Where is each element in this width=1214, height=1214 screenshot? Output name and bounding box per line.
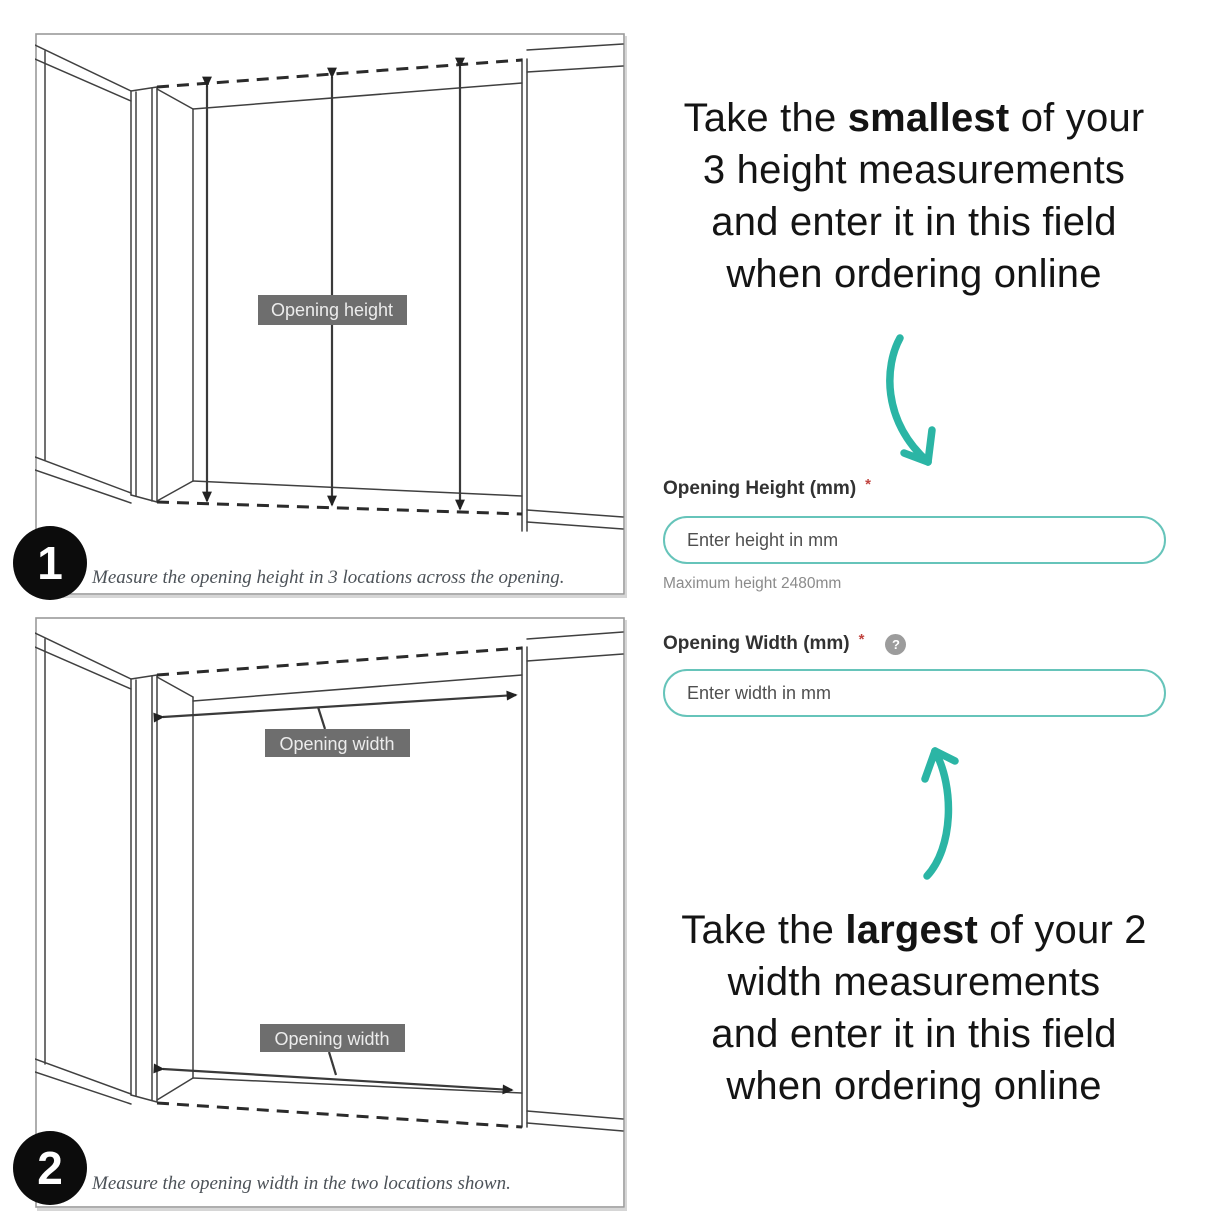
opening-width-label-top: Opening width bbox=[279, 734, 395, 754]
width-diagram-panel bbox=[35, 617, 625, 1208]
opening-width-field-label bbox=[663, 630, 906, 655]
height-diagram-caption: Measure the opening height in 3 locations across the opening. bbox=[92, 567, 565, 588]
opening-width-input[interactable] bbox=[663, 669, 1166, 717]
required-asterisk: * bbox=[858, 630, 865, 648]
opening-height-input[interactable] bbox=[663, 516, 1166, 564]
width-instruction-text: Take the largest of your 2 width measurements and enter it in this field when ordering online bbox=[681, 908, 1147, 1108]
width-diagram-drawing bbox=[35, 617, 625, 1208]
step-2-badge: 2 bbox=[13, 1131, 87, 1205]
opening-height-label-text: Opening Height (mm) bbox=[663, 478, 857, 499]
help-icon[interactable]: ? bbox=[885, 634, 906, 655]
width-diagram-caption: Measure the opening width in the two locations shown. bbox=[92, 1173, 511, 1194]
height-instruction-text: Take the smallest of your 3 height measurements and enter it in this field when ordering online bbox=[683, 96, 1145, 296]
height-diagram-panel bbox=[35, 33, 625, 595]
opening-height-label: Opening height bbox=[270, 300, 394, 320]
opening-width-label-text: Opening Width (mm) bbox=[663, 633, 850, 654]
opening-height-field-label bbox=[663, 475, 871, 500]
max-height-helper-text: Maximum height 2480mm bbox=[663, 575, 842, 592]
height-diagram-drawing bbox=[35, 33, 625, 595]
required-asterisk: * bbox=[865, 475, 871, 493]
curved-arrow-up-icon bbox=[895, 736, 985, 886]
step-1-badge: 1 bbox=[13, 526, 87, 600]
opening-width-label-bottom: Opening width bbox=[274, 1029, 390, 1049]
curved-arrow-down-icon bbox=[855, 330, 965, 470]
